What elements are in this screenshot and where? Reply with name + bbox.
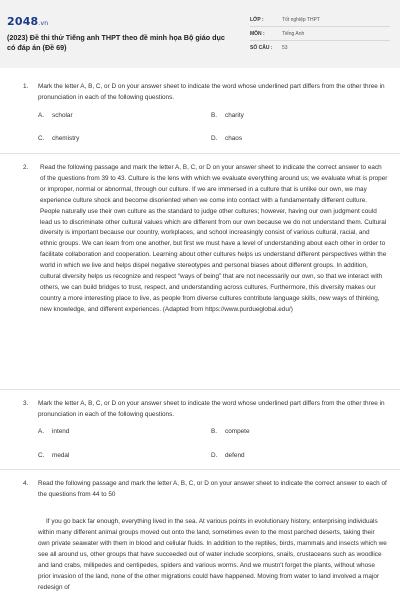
option-a[interactable] — [38, 428, 69, 435]
option-text: charity — [225, 112, 244, 119]
meta-value: 53 — [282, 45, 288, 51]
option-b[interactable] — [211, 428, 250, 435]
option-letter: A. — [38, 112, 45, 119]
document-meta-table — [250, 13, 390, 55]
option-letter: D. — [211, 135, 218, 142]
logo-suffix: .vn — [38, 20, 49, 27]
option-letter: B. — [211, 112, 218, 119]
question-list — [0, 68, 400, 600]
question-number: 4. — [23, 480, 29, 487]
meta-row-subject — [250, 27, 390, 41]
question-number: 2. — [23, 164, 29, 171]
option-letter: B. — [211, 428, 218, 435]
site-logo[interactable] — [7, 15, 48, 28]
option-letter: D. — [211, 452, 218, 459]
option-text: chaos — [225, 135, 243, 142]
page-header — [0, 0, 400, 68]
option-d[interactable] — [211, 135, 242, 142]
option-c[interactable] — [38, 452, 69, 459]
question-1 — [0, 68, 400, 154]
option-c[interactable] — [38, 135, 79, 142]
option-text: defend — [225, 452, 245, 459]
option-text: intend — [52, 428, 70, 435]
option-text: chemistry — [52, 135, 80, 142]
option-text: compete — [225, 428, 250, 435]
option-d[interactable] — [211, 452, 245, 459]
question-number: 1. — [23, 83, 29, 90]
meta-value: Tiếng Anh — [282, 30, 305, 37]
question-prompt: Mark the letter A, B, C, or D on your answer sheet to indicate the word whose underlined part differs from the other three in pronunciation in each of the following questions. — [38, 83, 385, 101]
question-prompt: Read the following passage and mark the letter A, B, C, or D on your answer sheet to indicate the correct answer to each of the questions from 39 to 43. Culture is the lens with which we evaluate everything around us; we evaluate what is proper or improper, normal or abnormal, through our culture. If we are immersed in a culture that is unlike our own, we may experience culture shock and become disoriented when we come into contact with a fundamentally different culture. People naturally use their own culture as the standard to judge other cultures; however, having our own judgment could lead us to discriminate other cultural values which are different from our own because we do not understand them. Cultural diversity is important because our country, workplaces, and school increasingly consist of various cultural, racial, and ethnic groups. We can learn from one another, but first we must have a level of understanding about each other in order to facilitate collaboration and cooperation. Learning about other cultures helps us understand different perspectives within the world in which we live and helps dispel negative stereotypes and personal biases about different groups. In addition, cultural diversity helps us recognize and respect “ways of being” that are not necessarily our own, so that we interact with others, we can build bridges to trust, respect, and understanding across cultures. Furthermore, this diversity makes our country a more interesting place to live, as people from diverse cultures contribute language skills, new ways of thinking, new knowledge, and different experiences. (Adapted from https://www.purdueglobal.edu/) — [40, 164, 388, 313]
meta-key: MÔN : — [250, 30, 265, 37]
meta-row-count — [250, 41, 390, 55]
option-b[interactable] — [211, 112, 244, 119]
meta-key: SỐ CÂU : — [250, 45, 273, 51]
logo-text: 2048 — [7, 15, 39, 28]
meta-row-class — [250, 13, 390, 27]
option-text: medal — [52, 452, 70, 459]
document-title: (2023) Đề thi thử Tiếng anh THPT theo đề minh họa Bộ giáo dục có đáp án (Đề 69) — [7, 33, 225, 52]
question-prompt: Mark the letter A, B, C, or D on your answer sheet to indicate the word whose underlined part differs from the other three in pronunciation in each of the following questions. — [38, 400, 385, 418]
reading-passage: If you go back far enough, everything lived in the sea. At various points in evolutionary history, enterprising individuals within many different animal groups moved out onto the land, sometimes even to the most parched deserts, taking their own private seawater with them in blood and cellular fluids. In addition to the reptiles, birds, mammals and insects which we see all around us, other groups that have succeeded out of water include scorpions, snails, crustaceans such as woodlice and land crabs, millipedes and centipedes, spiders and various worms. And we mustn't forget the plants, without whose prior invasion of the land, none of the other migrations could have happened. Moving from water to land involved a major redesign of — [38, 518, 387, 591]
question-4 — [0, 470, 400, 600]
option-letter: C. — [38, 452, 45, 459]
option-text: scholar — [52, 112, 73, 119]
option-letter: C. — [38, 135, 45, 142]
question-3 — [0, 390, 400, 470]
meta-value: Tốt nghiệp THPT — [282, 16, 320, 23]
question-prompt: Read the following passage and mark the letter A, B, C, or D on your answer sheet to indicate the correct answer to each of the questions from 44 to 50 — [38, 480, 387, 498]
meta-key: LỚP : — [250, 16, 264, 23]
option-letter: A. — [38, 428, 45, 435]
question-2 — [0, 154, 400, 390]
option-a[interactable] — [38, 112, 73, 119]
question-number: 3. — [23, 400, 29, 407]
